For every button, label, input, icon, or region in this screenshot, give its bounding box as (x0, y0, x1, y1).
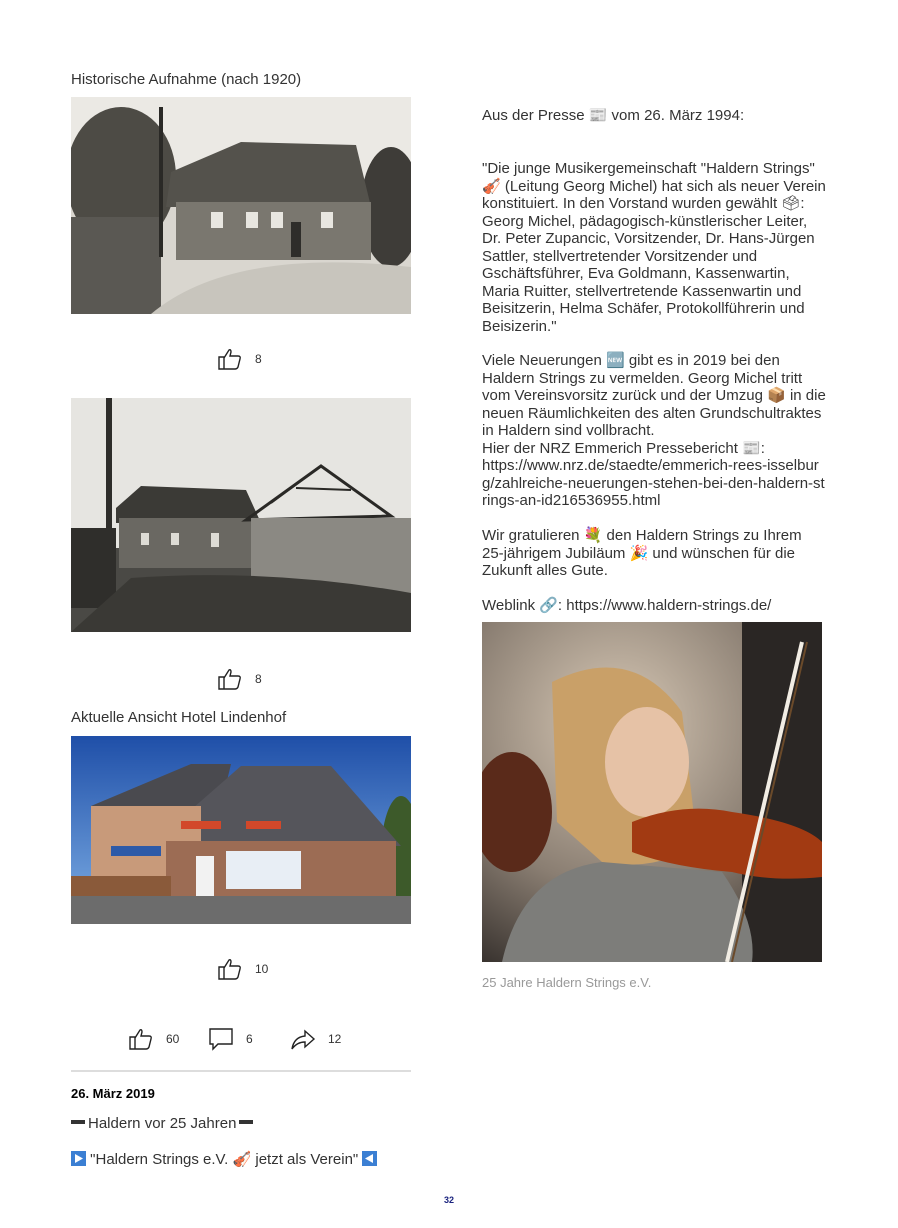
photo2-likes[interactable] (217, 667, 262, 691)
post-share-count: 12 (328, 1032, 342, 1046)
post-share-button[interactable] (290, 1027, 341, 1051)
historic-photo-2[interactable] (71, 398, 411, 632)
historic-street-image (71, 398, 411, 632)
news-url-link[interactable]: https://www.nrz.de/staedte/emmerich-rees-isselburg/zahlreiche-neuerungen-stehen-bei-den-haldern-strings-an-id216536955.html (482, 457, 825, 509)
play-right-icon (71, 1151, 86, 1166)
like-count: 10 (255, 962, 269, 976)
historic-photo-1[interactable] (71, 97, 411, 314)
weblink[interactable]: Weblink 🔗: https://www.haldern-strings.de/ (482, 597, 772, 614)
heavy-dash-icon (239, 1120, 253, 1124)
post-like-count: 60 (166, 1032, 180, 1046)
photo3-likes[interactable] (217, 957, 268, 981)
photo-caption: 25 Jahre Haldern Strings e.V. (482, 975, 652, 990)
press-line: Aus der Presse 📰 vom 26. März 1994: (482, 107, 745, 124)
hotel-lindenhof-image (71, 736, 411, 924)
share-icon (290, 1027, 316, 1051)
thumbs-up-icon (217, 667, 243, 691)
like-count: 8 (255, 672, 262, 686)
post-heading: Haldern vor 25 Jahren (71, 1115, 256, 1132)
post-like-button[interactable] (128, 1027, 179, 1051)
comment-icon (208, 1027, 234, 1051)
separator-line (71, 1070, 411, 1072)
press-quote: "Die junge Musikergemeinschaft "Haldern Strings" 🎻 (Leitung Georg Michel) hat sich als neuer Verein konstituiert. In den Vorstand wurden gewählt 🗳: Georg Michel, pädagogisch-künstlerischer Leiter, Dr. Peter Zupancic, Vorsitzender, Dr. Hans-Jürgen Sattler, stellvertretender Vorsitzender und Gschäftsführer, Eva Goldmann, Kassenwartin, Maria Ruitter, stellvertretende Kassenwartin und Beisitzerin, Helma Schäfer, Protokollführerin und Beisizerin." (482, 160, 826, 335)
violinist-photo[interactable] (482, 622, 822, 962)
thumbs-up-icon (128, 1027, 154, 1051)
post-subtitle: "Haldern Strings e.V. 🎻 jetzt als Verein" (71, 1150, 377, 1168)
hotel-photo[interactable] (71, 736, 411, 924)
post-comment-button[interactable] (208, 1027, 253, 1051)
post-date: 26. März 2019 (71, 1086, 155, 1101)
post-comment-count: 6 (246, 1032, 253, 1046)
congrats-paragraph: Wir gratulieren 💐 den Haldern Strings zu Ihrem 25-jährigem Jubiläum 🎉 und wünschen für die Zukunft alles Gute. (482, 527, 802, 579)
caption-current-hotel: Aktuelle Ansicht Hotel Lindenhof (71, 709, 287, 726)
photo1-likes[interactable] (217, 347, 262, 371)
heavy-dash-icon (71, 1120, 85, 1124)
like-count: 8 (255, 352, 262, 366)
page-number: 32 (443, 1195, 454, 1205)
violinist-image (482, 622, 822, 962)
thumbs-up-icon (217, 347, 243, 371)
caption-historic-photo: Historische Aufnahme (nach 1920) (71, 71, 302, 88)
historic-building-image (71, 97, 411, 314)
play-left-icon (362, 1151, 377, 1166)
thumbs-up-icon (217, 957, 243, 981)
news-paragraph: Viele Neuerungen 🆕 gibt es in 2019 bei den Haldern Strings zu vermelden. Georg Michel tritt vom Vereinsvorsitz zurück und der Umzug 📦 in die neuen Räumlichkeiten des alten Grundschultraktes in Haldern sind vollbracht. Hier der NRZ Emmerich Pressebericht 📰: https://www.nrz.de/staedte/emmerich-rees-isselburg/zahlreiche-neuerungen-stehen-bei-den-haldern-strings-an-id216536955.html (482, 352, 826, 509)
